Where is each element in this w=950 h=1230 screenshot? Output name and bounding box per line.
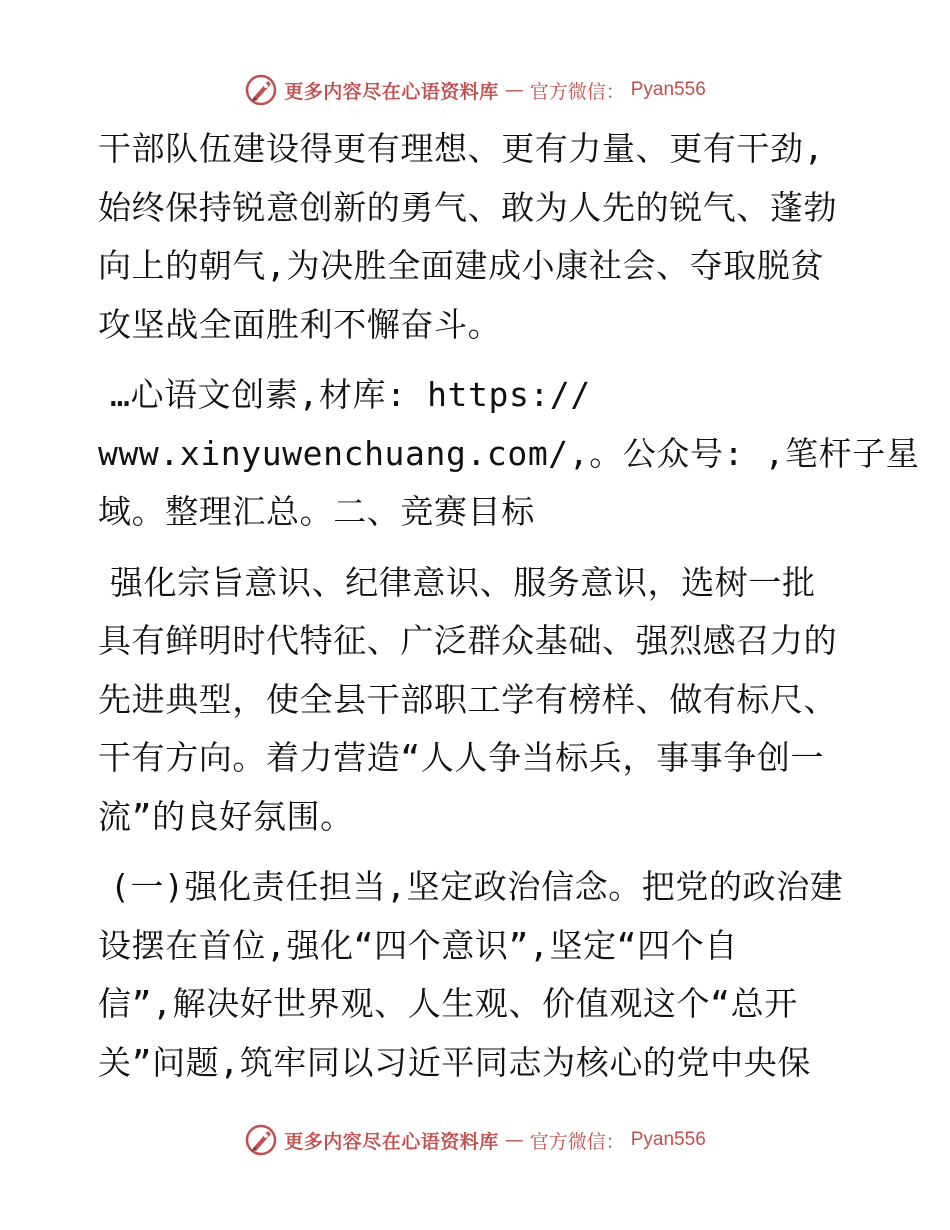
quill-logo-icon [244,1123,278,1157]
banner-wechat-id: Pyan556 [630,1129,706,1150]
text-line: 干部队伍建设得更有理想、更有力量、更有干劲, [98,129,825,168]
text-line: 流”的良好氛围。 [98,796,354,836]
paragraph-1 [98,120,858,354]
footer-banner [0,1120,950,1160]
text-line: 设摆在首位,强化“四个意识”,坚定“四个自 [98,925,738,965]
text-line: 关”问题,筑牢同以习近平同志为核心的党中央保 [98,1042,811,1082]
paragraph-3 [98,554,858,847]
document-body [98,120,920,1092]
text-line: …心语文创素,材库: https:// [110,375,591,414]
paragraph-2 [98,366,920,542]
text-line: www.xinyuwenchuang.com/,。公众号: ,笔杆子星 [98,433,920,473]
text-line: 攻坚战全面胜利不懈奋斗。 [98,304,502,344]
banner-separator: — [504,1129,524,1151]
text-line: 信”,解决好世界观、人生观、价值观这个“总开 [98,984,798,1023]
text-line: 始终保持锐意创新的勇气、敢为人先的锐气、蓬勃 [98,187,838,227]
text-line: 域。整理汇总。二、竞赛目标 [98,492,535,531]
banner-wechat-id: Pyan556 [630,79,706,100]
banner-separator: — [504,79,524,101]
paragraph-4 [98,858,858,1092]
header-banner [0,70,950,110]
text-line: 先进典型，使全县干部职工学有榜样、做有标尺、 [98,679,838,719]
banner-text: 更多内容尽在心语资料库 [284,80,499,103]
banner-wechat-label: 官方微信： [529,1130,625,1153]
text-line: 强化宗旨意识、纪律意识、服务意识，选树一批 [110,562,816,602]
banner-text: 更多内容尽在心语资料库 [284,1130,499,1153]
text-line: 具有鲜明时代特征、广泛群众基础、强烈感召力的 [98,621,838,660]
banner-wechat-label: 官方微信： [529,80,625,103]
text-line: 向上的朝气,为决胜全面建成小康社会、夺取脱贫 [98,246,825,285]
text-line: (一)强化责任担当,坚定政治信念。把党的政治建 [110,867,844,906]
text-line: 干有方向。着力营造“人人争当标兵，事事争创一 [98,738,825,777]
quill-logo-icon [244,73,278,107]
